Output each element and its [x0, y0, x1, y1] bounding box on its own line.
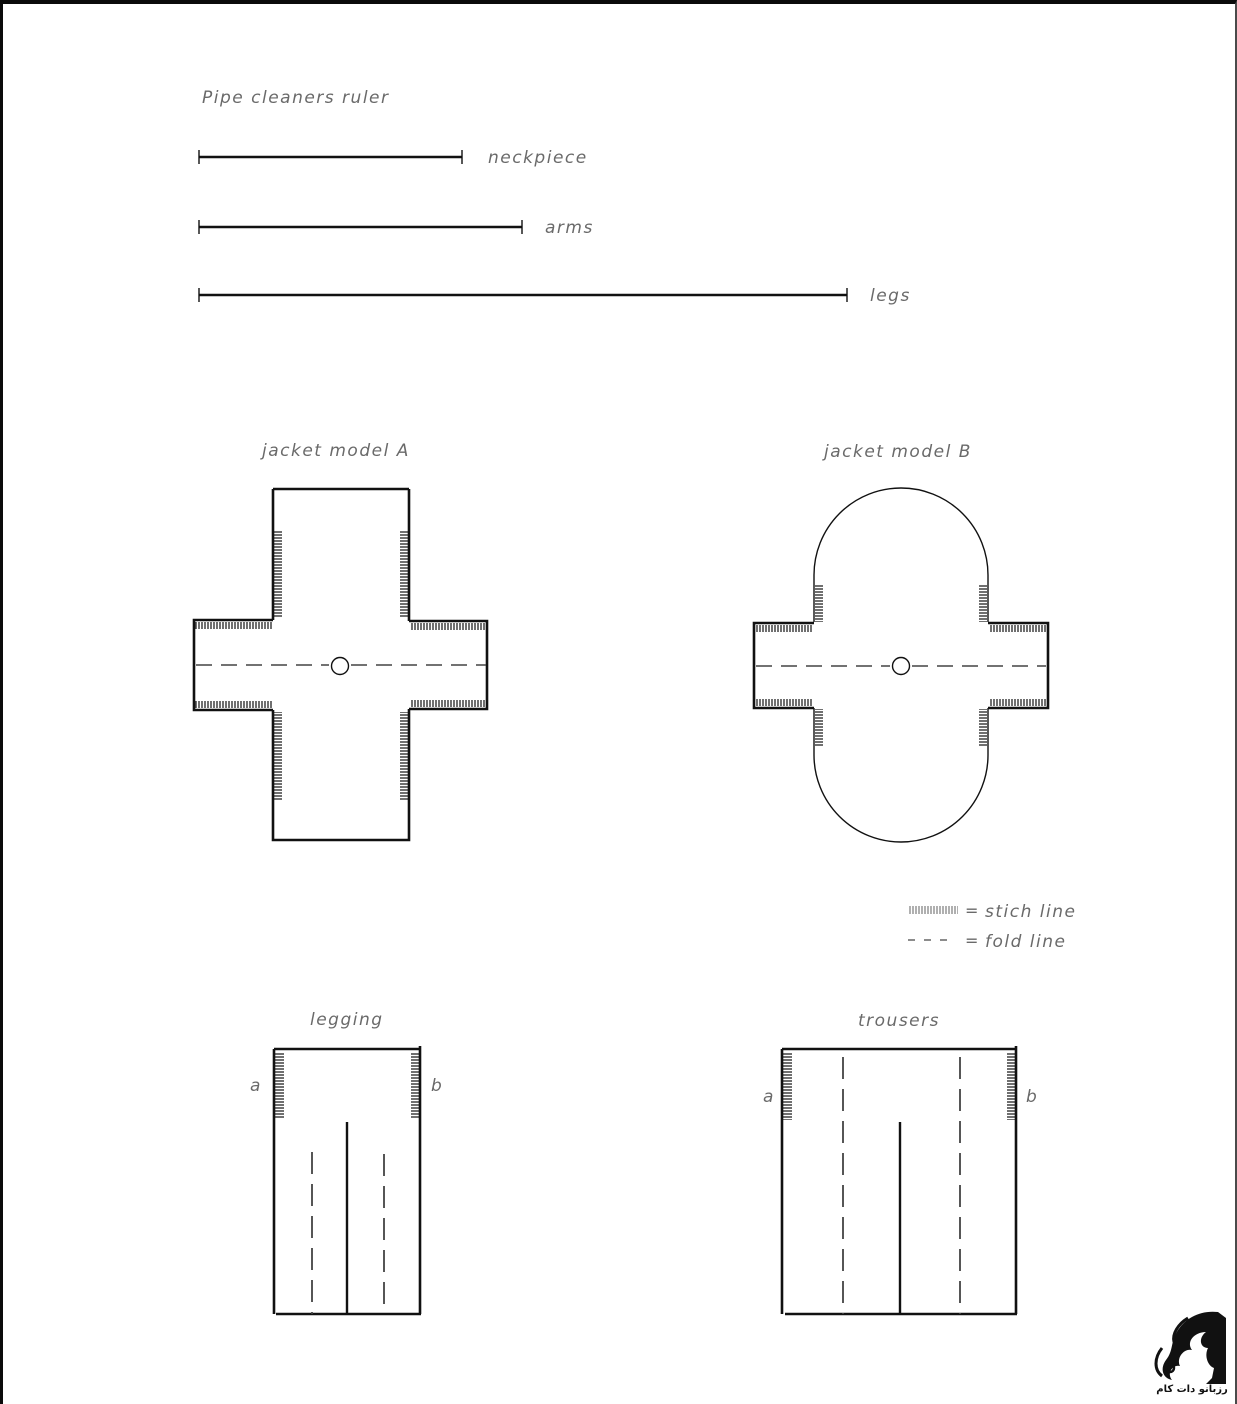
stitch-line [400, 530, 408, 618]
trousers-mark-b: b [1026, 1087, 1039, 1107]
ruler-label-arms: arms [545, 218, 594, 238]
ruler-arms [199, 218, 594, 238]
trousers-pattern [763, 1011, 1038, 1314]
watermark-text: رزبانو دات کام [1156, 1384, 1228, 1395]
legging-title: legging [310, 1010, 384, 1030]
ruler-legs [199, 286, 911, 306]
stitch-line [989, 699, 1047, 706]
stitch-line [275, 1053, 284, 1119]
legend-fold-eq: = [965, 931, 980, 950]
neck-hole [893, 658, 910, 675]
stitch-line [195, 622, 272, 629]
stitch-line [979, 709, 987, 747]
stitch-line [979, 584, 987, 622]
stitch-line [411, 1053, 420, 1119]
jacket-a-title: jacket model A [262, 441, 410, 461]
jacket-b-title: jacket model B [824, 442, 972, 462]
stitch-line [815, 709, 823, 747]
stitch-line [410, 623, 486, 630]
legend-stitch-label: stich line [985, 902, 1077, 922]
legging-mark-a: a [250, 1076, 262, 1096]
ruler-label-legs: legs [870, 286, 911, 306]
neck-hole [332, 658, 349, 675]
stitch-line [274, 712, 282, 800]
trousers-title: trousers [858, 1011, 940, 1031]
legend-fold-label: fold line [985, 932, 1067, 952]
ruler-label-neckpiece: neckpiece [488, 148, 588, 168]
stitch-line [195, 701, 272, 708]
trousers-mark-a: a [763, 1087, 775, 1107]
ruler-section [199, 88, 911, 306]
legend-stitch-symbol [908, 906, 958, 914]
stitch-line [755, 699, 813, 706]
legend [908, 901, 1076, 952]
ruler-title: Pipe cleaners ruler [202, 88, 390, 108]
legend-stitch-eq: = [965, 901, 980, 920]
jacket-model-a [194, 441, 487, 840]
ruler-neckpiece [199, 148, 588, 168]
stitch-line [400, 712, 408, 800]
stitch-line [274, 530, 282, 618]
stitch-line [783, 1053, 792, 1120]
legging-mark-b: b [431, 1076, 444, 1096]
stitch-line [1007, 1053, 1016, 1120]
jacket-model-b [754, 442, 1048, 842]
legging-pattern [250, 1010, 443, 1314]
stitch-line [755, 625, 813, 632]
stitch-line [410, 700, 486, 707]
stitch-line [989, 625, 1047, 632]
stitch-line [815, 584, 823, 622]
